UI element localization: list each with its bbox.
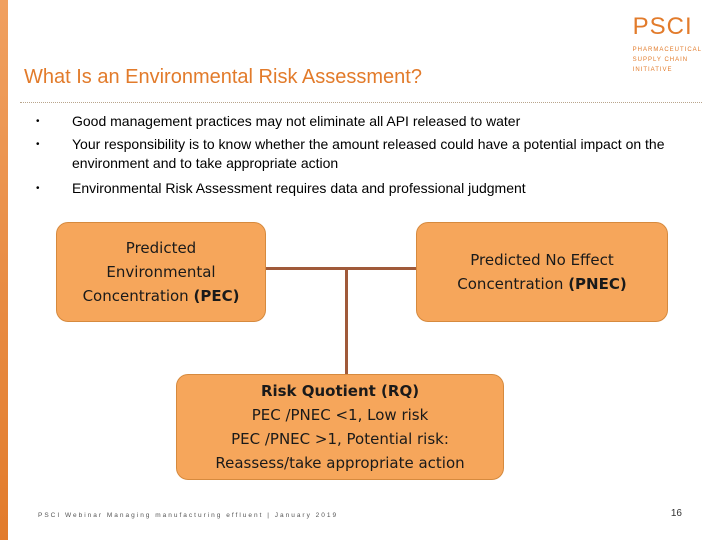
- pec-line: Environmental: [106, 263, 216, 281]
- left-accent-bar: [0, 0, 8, 540]
- rq-line: PEC /PNEC <1, Low risk: [251, 406, 429, 424]
- slide-title: What Is an Environmental Risk Assessment?: [24, 66, 422, 88]
- pec-concentration: Concentration: [82, 287, 189, 305]
- connector-vertical: [345, 268, 348, 374]
- bullet-item: [36, 112, 676, 131]
- psci-logo: [633, 14, 702, 75]
- pnec-line: Predicted No Effect: [470, 251, 614, 269]
- logo-subtitle-line: INITIATIVE: [632, 67, 673, 73]
- pec-line: Predicted: [125, 239, 197, 257]
- bullet-text: Environmental Risk Assessment requires data and professional judgment: [72, 180, 526, 196]
- page-number: 16: [670, 508, 682, 519]
- pnec-concentration: Concentration: [457, 275, 564, 293]
- logo-subtitle-line: SUPPLY CHAIN: [632, 57, 689, 63]
- bullet-marker: •: [36, 116, 40, 127]
- rq-line: PEC /PNEC >1, Potential risk:: [231, 430, 449, 448]
- risk-quotient-box: [176, 374, 504, 480]
- footer-text: PSCI Webinar Managing manufacturing effluent | January 2019: [38, 512, 339, 519]
- rq-line: Reassess/take appropriate action: [215, 454, 465, 472]
- bullet-marker: •: [36, 183, 40, 194]
- pnec-box: [416, 222, 668, 322]
- connector-horizontal: [264, 267, 416, 270]
- pec-line: [83, 284, 240, 308]
- title-divider: [20, 102, 702, 103]
- logo-text: PSCI: [632, 13, 693, 40]
- bullet-text: Your responsibility is to know whether the amount released could have a potential impact on the environment and to take appropriate action: [72, 136, 665, 171]
- pec-box: [56, 222, 266, 322]
- logo-subtitle-line: PHARMACEUTICAL: [632, 47, 702, 53]
- bullet-item: [36, 135, 676, 173]
- bullet-text: Good management practices may not eliminate all API released to water: [72, 113, 521, 129]
- pnec-abbreviation: (PNEC): [568, 275, 627, 293]
- rq-title: Risk Quotient (RQ): [260, 382, 420, 400]
- bullet-item: [36, 179, 676, 198]
- bullet-marker: •: [36, 139, 40, 150]
- bullet-list: [36, 112, 676, 202]
- logo-subtitle: [633, 45, 702, 75]
- pnec-line: [457, 272, 626, 296]
- pec-abbreviation: (PEC): [193, 287, 240, 305]
